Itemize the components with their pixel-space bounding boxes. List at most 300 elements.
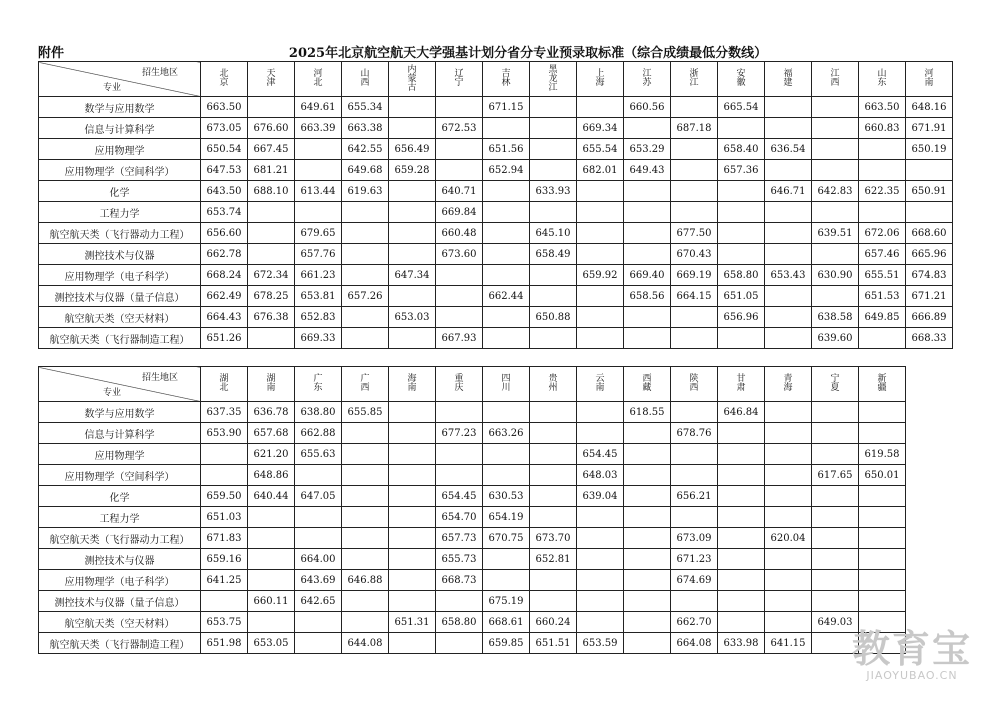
region-header: 黑 龙 江 (530, 62, 577, 97)
score-cell: 650.01 (859, 465, 906, 486)
score-cell (530, 202, 577, 223)
score-cell: 664.15 (671, 286, 718, 307)
score-cell: 663.26 (483, 423, 530, 444)
score-cell: 653.29 (624, 139, 671, 160)
corner-header (39, 367, 201, 402)
header-row (39, 367, 906, 402)
score-cell (342, 244, 389, 265)
score-cell (295, 139, 342, 160)
score-cell: 648.16 (906, 97, 953, 118)
table-row (39, 612, 906, 633)
major-name: 测控技术与仪器（量子信息） (39, 591, 201, 612)
score-cell: 655.63 (295, 444, 342, 465)
score-cell (530, 265, 577, 286)
score-cell (718, 328, 765, 349)
score-cell (530, 423, 577, 444)
score-cell: 659.16 (201, 549, 248, 570)
score-cell: 633.98 (718, 633, 765, 654)
score-cell: 649.85 (859, 307, 906, 328)
score-cell (624, 612, 671, 633)
score-cell (483, 265, 530, 286)
score-cell: 651.03 (201, 507, 248, 528)
score-cell (765, 423, 812, 444)
score-cell (859, 528, 906, 549)
score-cell (765, 612, 812, 633)
score-cell (906, 202, 953, 223)
major-name: 化学 (39, 486, 201, 507)
score-cell (436, 286, 483, 307)
table-row (39, 423, 906, 444)
score-cell (436, 139, 483, 160)
score-cell: 650.54 (201, 139, 248, 160)
score-cell (812, 570, 859, 591)
score-cell (530, 160, 577, 181)
score-cell (718, 423, 765, 444)
major-name: 测控技术与仪器 (39, 549, 201, 570)
score-cell (624, 528, 671, 549)
score-cell: 664.08 (671, 633, 718, 654)
score-cell: 659.85 (483, 633, 530, 654)
table-row (39, 181, 953, 202)
score-cell (577, 591, 624, 612)
score-cell: 646.88 (342, 570, 389, 591)
score-cell: 659.28 (389, 160, 436, 181)
score-cell (765, 486, 812, 507)
score-cell (530, 328, 577, 349)
score-cell: 654.45 (436, 486, 483, 507)
score-cell (389, 202, 436, 223)
score-cell: 672.06 (859, 223, 906, 244)
major-name: 航空航天类（空天材料） (39, 612, 201, 633)
score-cell: 655.34 (342, 97, 389, 118)
score-cell (389, 244, 436, 265)
score-cell: 654.45 (577, 444, 624, 465)
score-cell: 639.51 (812, 223, 859, 244)
table-row (39, 307, 953, 328)
score-cell (859, 486, 906, 507)
score-cell (389, 465, 436, 486)
score-cell: 660.11 (248, 591, 295, 612)
score-cell: 659.92 (577, 265, 624, 286)
region-header: 吉 林 (483, 62, 530, 97)
score-cell: 638.58 (812, 307, 859, 328)
score-cell (624, 570, 671, 591)
score-cell (389, 486, 436, 507)
score-cell: 639.04 (577, 486, 624, 507)
region-header: 山 东 (859, 62, 906, 97)
score-cell: 653.81 (295, 286, 342, 307)
score-cell (765, 507, 812, 528)
score-cell (389, 97, 436, 118)
major-name: 航空航天类（空天材料） (39, 307, 201, 328)
score-cell (812, 444, 859, 465)
score-cell: 669.19 (671, 265, 718, 286)
major-name: 数学与应用数学 (39, 402, 201, 423)
region-header: 宁 夏 (812, 367, 859, 402)
score-cell: 649.03 (812, 612, 859, 633)
score-cell: 659.50 (201, 486, 248, 507)
major-name: 信息与计算科学 (39, 118, 201, 139)
major-name: 信息与计算科学 (39, 423, 201, 444)
region-header: 贵 州 (530, 367, 577, 402)
region-header: 河 北 (295, 62, 342, 97)
score-cell: 657.46 (859, 244, 906, 265)
score-cell: 640.71 (436, 181, 483, 202)
score-cell (624, 507, 671, 528)
attachment-label: 附件 (38, 46, 65, 61)
score-cell: 665.54 (718, 97, 765, 118)
score-cell: 682.01 (577, 160, 624, 181)
score-cell (765, 591, 812, 612)
score-cell (483, 444, 530, 465)
score-cell: 678.25 (248, 286, 295, 307)
score-cell (483, 570, 530, 591)
score-cell: 650.91 (906, 181, 953, 202)
major-name: 数学与应用数学 (39, 97, 201, 118)
region-header: 上 海 (577, 62, 624, 97)
score-cell: 648.03 (577, 465, 624, 486)
score-cell (436, 402, 483, 423)
score-cell (812, 486, 859, 507)
major-name: 应用物理学（空间科学） (39, 160, 201, 181)
score-cell (530, 118, 577, 139)
score-cell (483, 549, 530, 570)
score-cell: 633.93 (530, 181, 577, 202)
score-cell: 652.81 (530, 549, 577, 570)
table-row (39, 139, 953, 160)
score-cell: 621.20 (248, 444, 295, 465)
region-header: 河 南 (906, 62, 953, 97)
score-cell: 622.35 (859, 181, 906, 202)
score-cell (765, 328, 812, 349)
score-cell (859, 423, 906, 444)
score-cell: 655.54 (577, 139, 624, 160)
score-cell (436, 265, 483, 286)
score-cell: 653.74 (201, 202, 248, 223)
score-cell (718, 507, 765, 528)
score-cell (671, 307, 718, 328)
score-cell (624, 118, 671, 139)
region-header: 甘 肃 (718, 367, 765, 402)
score-cell (812, 528, 859, 549)
score-cell: 668.60 (906, 223, 953, 244)
score-cell (436, 97, 483, 118)
region-header: 广 西 (342, 367, 389, 402)
score-cell (718, 549, 765, 570)
score-cell: 661.23 (295, 265, 342, 286)
score-cell (530, 507, 577, 528)
score-cell (577, 402, 624, 423)
score-cell (765, 244, 812, 265)
score-cell (624, 202, 671, 223)
score-cell (671, 181, 718, 202)
score-cell: 638.80 (295, 402, 342, 423)
score-cell (577, 286, 624, 307)
score-cell (436, 633, 483, 654)
score-cell: 672.34 (248, 265, 295, 286)
score-cell: 657.36 (718, 160, 765, 181)
score-cell: 653.03 (389, 307, 436, 328)
score-cell: 679.65 (295, 223, 342, 244)
score-cell: 653.05 (248, 633, 295, 654)
major-name: 工程力学 (39, 202, 201, 223)
region-header: 新 疆 (859, 367, 906, 402)
score-cell (718, 244, 765, 265)
score-cell (530, 402, 577, 423)
score-cell (483, 223, 530, 244)
score-cell (718, 465, 765, 486)
region-header: 辽 宁 (436, 62, 483, 97)
region-header: 内 蒙 古 (389, 62, 436, 97)
score-cell: 668.33 (906, 328, 953, 349)
score-cell: 647.34 (389, 265, 436, 286)
score-cell (436, 160, 483, 181)
score-cell (624, 549, 671, 570)
score-cell: 660.48 (436, 223, 483, 244)
score-cell (765, 97, 812, 118)
major-name: 航空航天类（飞行器制造工程） (39, 633, 201, 654)
score-cell: 619.63 (342, 181, 389, 202)
score-cell (577, 223, 624, 244)
major-name: 航空航天类（飞行器制造工程） (39, 328, 201, 349)
region-header: 安 徽 (718, 62, 765, 97)
score-cell (483, 328, 530, 349)
score-cell (765, 202, 812, 223)
region-header: 陕 西 (671, 367, 718, 402)
major-name: 航空航天类（飞行器动力工程） (39, 223, 201, 244)
score-cell: 642.55 (342, 139, 389, 160)
score-cell (812, 202, 859, 223)
page-title: 2025年北京航空航天大学强基计划分省分专业预录取标准（综合成绩最低分数线） (288, 46, 768, 61)
score-cell (765, 549, 812, 570)
score-cell (342, 223, 389, 244)
score-cell (530, 97, 577, 118)
score-cell: 657.26 (342, 286, 389, 307)
major-name: 应用物理学（电子科学） (39, 265, 201, 286)
score-cell: 670.75 (483, 528, 530, 549)
watermark-text: 教育宝 (851, 627, 972, 671)
score-cell (248, 97, 295, 118)
corner-header (39, 62, 201, 97)
score-cell: 642.83 (812, 181, 859, 202)
score-cell (342, 328, 389, 349)
score-cell: 652.94 (483, 160, 530, 181)
score-cell (342, 465, 389, 486)
score-cell: 669.40 (624, 265, 671, 286)
score-cell (248, 570, 295, 591)
score-cell (436, 307, 483, 328)
region-header: 西 藏 (624, 367, 671, 402)
score-cell: 669.34 (577, 118, 624, 139)
region-axis-label: 招生地区 (141, 68, 178, 78)
region-header: 湖 南 (248, 367, 295, 402)
score-cell (436, 465, 483, 486)
score-cell (577, 549, 624, 570)
score-cell: 664.43 (201, 307, 248, 328)
score-cell (859, 202, 906, 223)
score-cell (248, 202, 295, 223)
score-cell (859, 591, 906, 612)
major-name: 应用物理学 (39, 139, 201, 160)
score-cell (718, 223, 765, 244)
score-cell (859, 328, 906, 349)
score-cell: 658.56 (624, 286, 671, 307)
score-cell (295, 160, 342, 181)
score-cell (624, 181, 671, 202)
score-cell: 660.24 (530, 612, 577, 633)
score-cell (295, 465, 342, 486)
region-header: 青 海 (765, 367, 812, 402)
score-cell: 674.83 (906, 265, 953, 286)
score-cell: 658.40 (718, 139, 765, 160)
score-cell (718, 118, 765, 139)
score-cell: 644.08 (342, 633, 389, 654)
score-cell (389, 591, 436, 612)
score-cell: 642.65 (295, 591, 342, 612)
score-cell (389, 328, 436, 349)
score-cell: 662.49 (201, 286, 248, 307)
score-cell (201, 444, 248, 465)
score-cell (577, 328, 624, 349)
score-cell: 651.56 (483, 139, 530, 160)
score-cell (342, 444, 389, 465)
score-cell (859, 160, 906, 181)
score-cell: 669.84 (436, 202, 483, 223)
table-row (39, 118, 953, 139)
score-cell: 662.44 (483, 286, 530, 307)
score-cell (248, 612, 295, 633)
score-cell (577, 97, 624, 118)
score-cell (248, 244, 295, 265)
score-cell (342, 202, 389, 223)
score-cell: 672.53 (436, 118, 483, 139)
region-header: 浙 江 (671, 62, 718, 97)
score-cell: 647.05 (295, 486, 342, 507)
major-name: 应用物理学 (39, 444, 201, 465)
score-cell: 663.38 (342, 118, 389, 139)
score-cell: 656.21 (671, 486, 718, 507)
region-header: 福 建 (765, 62, 812, 97)
score-cell (624, 591, 671, 612)
score-cell: 663.50 (201, 97, 248, 118)
score-cell (906, 160, 953, 181)
score-cell (624, 486, 671, 507)
score-cell (624, 465, 671, 486)
score-cell: 651.98 (201, 633, 248, 654)
score-cell (765, 286, 812, 307)
score-cell: 654.19 (483, 507, 530, 528)
score-cell: 651.05 (718, 286, 765, 307)
table-row (39, 444, 906, 465)
table-row (39, 465, 906, 486)
score-cell: 651.53 (859, 286, 906, 307)
score-cell: 664.00 (295, 549, 342, 570)
score-cell: 656.60 (201, 223, 248, 244)
score-cell (389, 223, 436, 244)
score-cell (389, 286, 436, 307)
score-cell: 657.76 (295, 244, 342, 265)
score-cell: 650.88 (530, 307, 577, 328)
score-cell (389, 633, 436, 654)
score-cell: 640.44 (248, 486, 295, 507)
score-cell (342, 265, 389, 286)
score-cell (812, 549, 859, 570)
score-cell: 643.50 (201, 181, 248, 202)
score-cell (671, 591, 718, 612)
score-cell: 687.18 (671, 118, 718, 139)
score-cell (295, 202, 342, 223)
region-header: 四 川 (483, 367, 530, 402)
score-cell: 656.49 (389, 139, 436, 160)
score-cell (671, 402, 718, 423)
score-cell (483, 118, 530, 139)
score-cell: 653.43 (765, 265, 812, 286)
score-cell (577, 528, 624, 549)
score-cell (671, 328, 718, 349)
score-cell (389, 507, 436, 528)
score-cell (248, 223, 295, 244)
score-cell: 645.10 (530, 223, 577, 244)
region-header: 湖 北 (201, 367, 248, 402)
watermark-logo (852, 618, 972, 682)
table-row (39, 97, 953, 118)
score-cell (530, 591, 577, 612)
score-cell: 655.85 (342, 402, 389, 423)
major-axis-label: 专业 (103, 83, 122, 93)
score-cell (389, 423, 436, 444)
score-cell: 619.58 (859, 444, 906, 465)
score-cell (624, 307, 671, 328)
score-cell: 671.23 (671, 549, 718, 570)
header-row (39, 62, 953, 97)
score-cell (765, 307, 812, 328)
table-row (39, 265, 953, 286)
score-cell (812, 139, 859, 160)
table-row (39, 486, 906, 507)
score-cell: 658.80 (436, 612, 483, 633)
score-cell (389, 444, 436, 465)
score-cell (342, 549, 389, 570)
score-cell: 673.60 (436, 244, 483, 265)
score-cell (812, 244, 859, 265)
score-cell: 671.21 (906, 286, 953, 307)
score-cell: 676.60 (248, 118, 295, 139)
score-cell (624, 328, 671, 349)
score-cell (295, 612, 342, 633)
score-cell (859, 570, 906, 591)
score-cell (812, 97, 859, 118)
score-cell: 656.96 (718, 307, 765, 328)
score-cell (201, 591, 248, 612)
score-cell (765, 465, 812, 486)
score-cell (530, 444, 577, 465)
score-cell: 676.38 (248, 307, 295, 328)
score-cell: 630.90 (812, 265, 859, 286)
score-cell (671, 97, 718, 118)
score-cell: 649.43 (624, 160, 671, 181)
major-name: 工程力学 (39, 507, 201, 528)
score-cell (436, 591, 483, 612)
score-cell (718, 591, 765, 612)
score-cell (342, 507, 389, 528)
score-cell (718, 202, 765, 223)
score-cell: 630.53 (483, 486, 530, 507)
score-cell (765, 160, 812, 181)
score-cell (530, 486, 577, 507)
score-cell (577, 244, 624, 265)
score-cell (624, 244, 671, 265)
score-cell (765, 444, 812, 465)
